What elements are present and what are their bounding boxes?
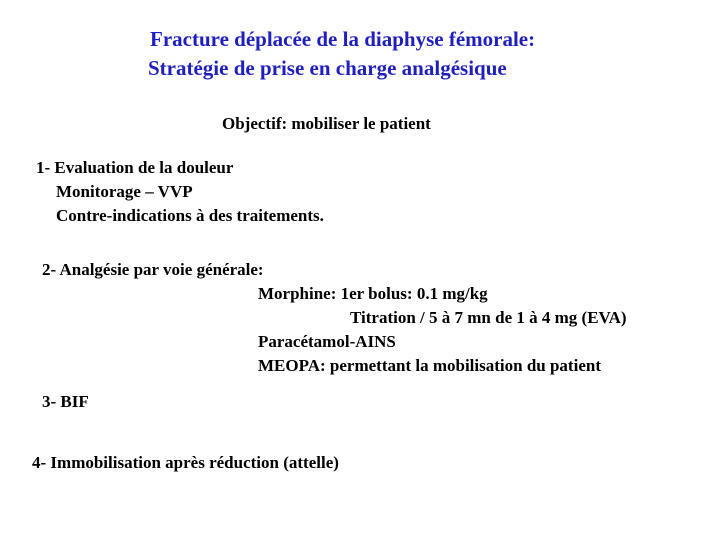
section-2-item-meopa: MEOPA: permettant la mobilisation du patient	[258, 356, 601, 375]
section-1-item-contraindications: Contre-indications à des traitements.	[56, 206, 324, 225]
section-2-item-morphine: Morphine: 1er bolus: 0.1 mg/kg	[258, 284, 488, 303]
objective-text: Objectif: mobiliser le patient	[222, 114, 431, 133]
section-1-item-monitoring: Monitorage – VVP	[56, 182, 193, 201]
section-4-heading: 4- Immobilisation après réduction (attelle)	[32, 453, 339, 472]
section-3-heading: 3- BIF	[42, 392, 89, 411]
section-2-item-paracetamol: Paracétamol-AINS	[258, 332, 396, 351]
section-2-item-titration: Titration / 5 à 7 mn de 1 à 4 mg (EVA)	[350, 308, 627, 327]
section-1-heading: 1- Evaluation de la douleur	[36, 158, 234, 177]
section-2-heading: 2- Analgésie par voie générale:	[42, 260, 264, 279]
slide-title-line-1: Fracture déplacée de la diaphyse fémorale:	[150, 27, 536, 51]
slide-title-line-2: Stratégie de prise en charge analgésique	[148, 56, 507, 80]
